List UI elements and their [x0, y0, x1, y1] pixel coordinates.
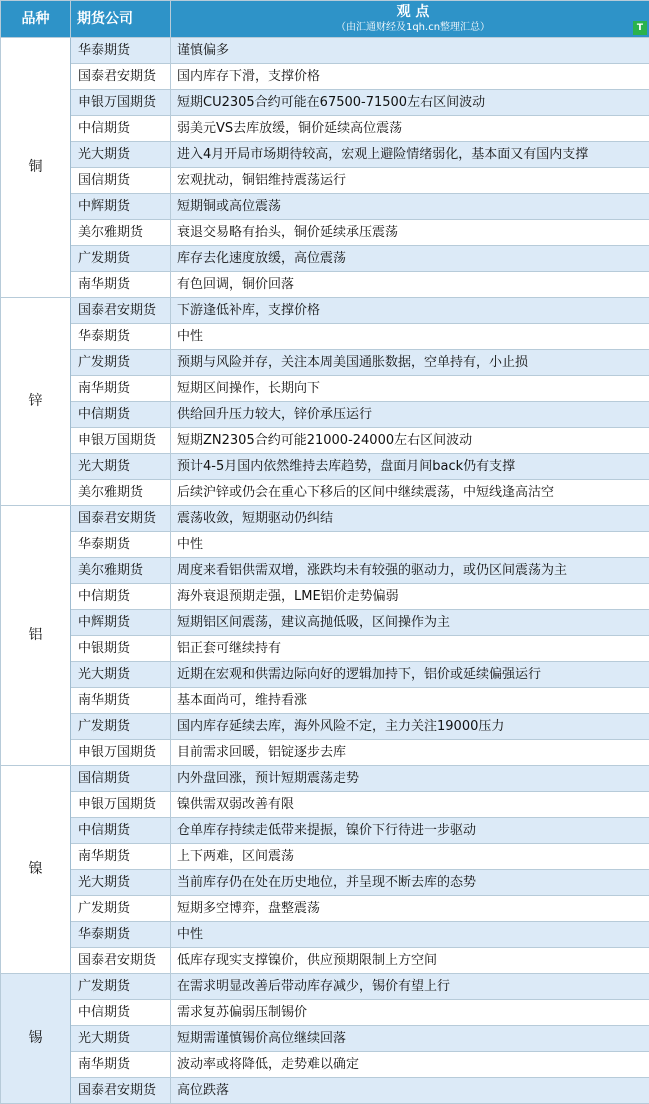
view-cell: 目前需求回暖，铝锭逐步去库: [171, 740, 649, 766]
variety-cell: 铜: [1, 38, 71, 298]
company-cell: 美尔雅期货: [71, 558, 171, 584]
company-cell: 南华期货: [71, 1052, 171, 1078]
company-cell: 广发期货: [71, 974, 171, 1000]
company-cell: 华泰期货: [71, 532, 171, 558]
view-cell: 进入4月开局市场期待较高，宏观上避险情绪弱化，基本面又有国内支撑: [171, 142, 649, 168]
view-cell: 震荡收敛，短期驱动仍纠结: [171, 506, 649, 532]
view-cell: 短期需谨慎锡价高位继续回落: [171, 1026, 649, 1052]
table-row: [1, 714, 649, 740]
view-cell: 中性: [171, 532, 649, 558]
company-cell: 申银万国期货: [71, 792, 171, 818]
table-row: [1, 948, 649, 974]
view-cell: 中性: [171, 324, 649, 350]
view-cell: 低库存现实支撑镍价，供应预期限制上方空间: [171, 948, 649, 974]
company-cell: 申银万国期货: [71, 740, 171, 766]
view-cell: 上下两难，区间震荡: [171, 844, 649, 870]
table-row: [1, 246, 649, 272]
table-row: [1, 974, 649, 1000]
company-cell: 华泰期货: [71, 922, 171, 948]
company-cell: 国泰君安期货: [71, 506, 171, 532]
table-row: [1, 168, 649, 194]
table-row: [1, 688, 649, 714]
company-cell: 国泰君安期货: [71, 64, 171, 90]
view-cell: 宏观扰动，铜铝维持震荡运行: [171, 168, 649, 194]
table-header-row: [1, 1, 649, 38]
company-cell: 广发期货: [71, 896, 171, 922]
table-row: [1, 1078, 649, 1104]
company-cell: 美尔雅期货: [71, 480, 171, 506]
header-view-title: 观 点: [396, 3, 430, 20]
table-row: [1, 454, 649, 480]
table-row: [1, 64, 649, 90]
table-row: [1, 636, 649, 662]
table-row: [1, 818, 649, 844]
view-cell: 后续沪锌或仍会在重心下移后的区间中继续震荡，中短线逢高沽空: [171, 480, 649, 506]
view-cell: 短期区间操作，长期向下: [171, 376, 649, 402]
view-cell: 下游逢低补库，支撑价格: [171, 298, 649, 324]
view-cell: 中性: [171, 922, 649, 948]
company-cell: 光大期货: [71, 870, 171, 896]
view-cell: 需求复苏偏弱压制锡价: [171, 1000, 649, 1026]
company-cell: 申银万国期货: [71, 428, 171, 454]
view-cell: 有色回调，铜价回落: [171, 272, 649, 298]
table-row: [1, 480, 649, 506]
header-source-note: （由汇通财经及1qh.cn整理汇总）: [335, 21, 491, 33]
table-row: [1, 38, 649, 64]
view-cell: 短期铝区间震荡，建议高抛低吸，区间操作为主: [171, 610, 649, 636]
company-cell: 华泰期货: [71, 38, 171, 64]
view-cell: 短期ZN2305合约可能21000-24000左右区间波动: [171, 428, 649, 454]
table-row: [1, 532, 649, 558]
view-cell: 在需求明显改善后带动库存减少，锡价有望上行: [171, 974, 649, 1000]
table-row: [1, 194, 649, 220]
company-cell: 南华期货: [71, 844, 171, 870]
view-cell: 基本面尚可，维持看涨: [171, 688, 649, 714]
view-cell: 库存去化速度放缓，高位震荡: [171, 246, 649, 272]
variety-cell: 镍: [1, 766, 71, 974]
table-row: [1, 558, 649, 584]
company-cell: 国信期货: [71, 766, 171, 792]
view-cell: 弱美元VS去库放缓，铜价延续高位震荡: [171, 116, 649, 142]
company-cell: 中银期货: [71, 636, 171, 662]
variety-cell: 锌: [1, 298, 71, 506]
table-row: [1, 792, 649, 818]
view-cell: 仓单库存持续走低带来提振，镍价下行待进一步驱动: [171, 818, 649, 844]
table-row: [1, 740, 649, 766]
table-row: [1, 402, 649, 428]
table-row: [1, 376, 649, 402]
company-cell: 中辉期货: [71, 610, 171, 636]
view-cell: 供给回升压力较大，锌价承压运行: [171, 402, 649, 428]
header-company: 期货公司: [71, 1, 171, 38]
company-cell: 光大期货: [71, 454, 171, 480]
table-row: [1, 766, 649, 792]
company-cell: 国泰君安期货: [71, 948, 171, 974]
table-row: [1, 272, 649, 298]
view-cell: 谨慎偏多: [171, 38, 649, 64]
company-cell: 广发期货: [71, 350, 171, 376]
company-cell: 申银万国期货: [71, 90, 171, 116]
view-cell: 铝正套可继续持有: [171, 636, 649, 662]
table-row: [1, 220, 649, 246]
company-cell: 中辉期货: [71, 194, 171, 220]
table-row: [1, 922, 649, 948]
view-cell: 短期多空博弈，盘整震荡: [171, 896, 649, 922]
view-cell: 预计4-5月国内依然维持去库趋势，盘面月间back仍有支撑: [171, 454, 649, 480]
company-cell: 中信期货: [71, 402, 171, 428]
view-cell: 国内库存延续去库，海外风险不定，主力关注19000压力: [171, 714, 649, 740]
company-cell: 中信期货: [71, 1000, 171, 1026]
company-cell: 广发期货: [71, 714, 171, 740]
view-cell: 高位跌落: [171, 1078, 649, 1104]
table-row: [1, 90, 649, 116]
table-row: [1, 584, 649, 610]
corner-badge-icon: T: [633, 21, 647, 35]
company-cell: 广发期货: [71, 246, 171, 272]
table-row: [1, 1000, 649, 1026]
view-cell: 周度来看铝供需双增，涨跌均未有较强的驱动力，或仍区间震荡为主: [171, 558, 649, 584]
table-row: [1, 1052, 649, 1078]
view-cell: 预期与风险并存，关注本周美国通胀数据，空单持有，小止损: [171, 350, 649, 376]
view-cell: 镍供需双弱改善有限: [171, 792, 649, 818]
table-row: [1, 1026, 649, 1052]
view-cell: 短期CU2305合约可能在67500-71500左右区间波动: [171, 90, 649, 116]
table-row: [1, 298, 649, 324]
variety-cell: 铝: [1, 506, 71, 766]
table-row: [1, 324, 649, 350]
company-cell: 中信期货: [71, 116, 171, 142]
company-cell: 光大期货: [71, 1026, 171, 1052]
view-cell: 国内库存下滑，支撑价格: [171, 64, 649, 90]
table-row: [1, 142, 649, 168]
company-cell: 美尔雅期货: [71, 220, 171, 246]
company-cell: 光大期货: [71, 662, 171, 688]
table-row: [1, 844, 649, 870]
view-cell: 短期铜或高位震荡: [171, 194, 649, 220]
table-row: [1, 350, 649, 376]
company-cell: 中信期货: [71, 818, 171, 844]
company-cell: 华泰期货: [71, 324, 171, 350]
header-view: [171, 1, 649, 38]
variety-cell: 锡: [1, 974, 71, 1104]
company-cell: 光大期货: [71, 142, 171, 168]
company-cell: 国泰君安期货: [71, 298, 171, 324]
view-cell: 海外衰退预期走强，LME铝价走势偏弱: [171, 584, 649, 610]
table-row: [1, 662, 649, 688]
company-cell: 国泰君安期货: [71, 1078, 171, 1104]
view-cell: 当前库存仍在处在历史地位，并呈现不断去库的态势: [171, 870, 649, 896]
view-cell: 衰退交易略有抬头，铜价延续承压震荡: [171, 220, 649, 246]
table-body: [1, 38, 649, 1104]
table-row: [1, 428, 649, 454]
company-cell: 中信期货: [71, 584, 171, 610]
table-row: [1, 116, 649, 142]
table-row: [1, 506, 649, 532]
table-row: [1, 870, 649, 896]
view-cell: 内外盘回涨，预计短期震荡走势: [171, 766, 649, 792]
company-cell: 南华期货: [71, 272, 171, 298]
view-cell: 波动率或将降低，走势难以确定: [171, 1052, 649, 1078]
table-row: [1, 896, 649, 922]
view-cell: 近期在宏观和供需边际向好的逻辑加持下，铝价或延续偏强运行: [171, 662, 649, 688]
company-cell: 南华期货: [71, 688, 171, 714]
company-cell: 国信期货: [71, 168, 171, 194]
table-row: [1, 610, 649, 636]
header-variety: 品种: [1, 1, 71, 38]
company-cell: 南华期货: [71, 376, 171, 402]
